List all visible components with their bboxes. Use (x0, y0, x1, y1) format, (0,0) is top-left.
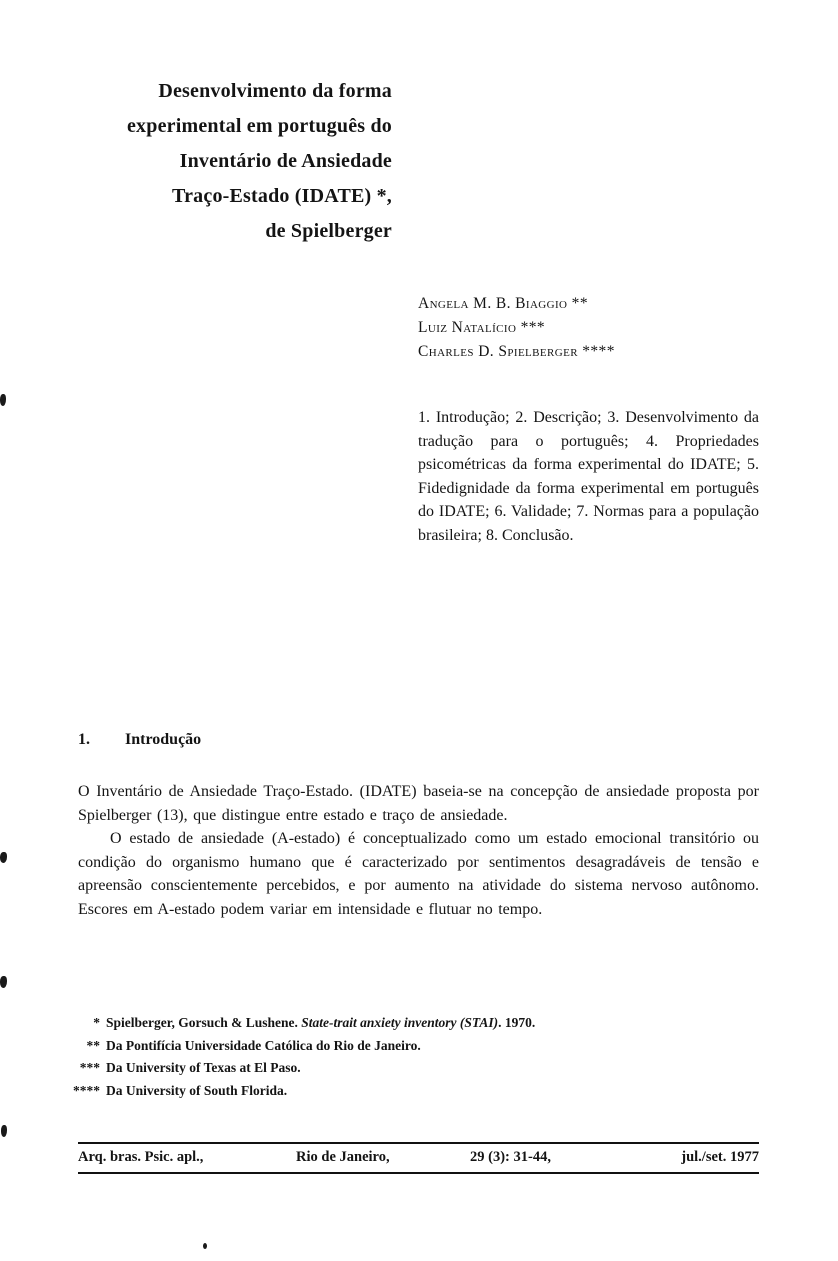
footnote-text-pre: Spielberger, Gorsuch & Lushene. (106, 1015, 302, 1030)
author-name: Charles D. Spielberger **** (418, 343, 615, 360)
title-line: de Spielberger (265, 220, 392, 242)
paragraph: O estado de ansiedade (A-estado) é conceptualizado como um estado emocional transitório ou condição do organismo humano que é caracterizado por sentimentos desagradáveis de tensão e apreensão conscientemente percebidos, e por aumento na atividade do sistema nervoso autônomo. Escores em A-estado podem variar em intensidade e flutuar no tempo. (78, 830, 759, 918)
scan-artifact (0, 852, 7, 863)
footnote-text-italic: State-trait anxiety inventory (STAI) (301, 1015, 499, 1030)
authors-list (418, 292, 763, 364)
footnote-text (106, 1057, 301, 1080)
footnote (64, 1012, 759, 1035)
footnote-marker: *** (79, 1060, 100, 1075)
journal-city: Rio de Janeiro, (296, 1149, 390, 1165)
author-name: Luiz Natalício *** (418, 319, 546, 336)
section-number: 1. (78, 731, 90, 748)
title-line: experimental em português do (126, 115, 392, 137)
journal-issue: 29 (3): 31-44, (470, 1149, 551, 1165)
article-title (60, 74, 392, 249)
contents-summary: 1. Introdução; 2. Descrição; 3. Desenvolvimento da tradução para o português; 4. Propriedades psicométricas da forma experimental do IDATE; 5. Fidedignidade da forma experimental em português do IDATE; 6. Validade; 7. Normas para a população brasileira; 8. Conclusão. (418, 409, 759, 544)
paragraph: O Inventário de Ansiedade Traço-Estado. (IDATE) baseia-se na concepção de ansiedade proposta por Spielberger (13), que distingue entre estado e traço de ansiedade. (78, 783, 759, 824)
footnote-marker: * (93, 1015, 100, 1030)
title-line: Traço-Estado (IDATE) *, (172, 185, 392, 207)
footnote-marker: ** (86, 1037, 100, 1053)
footnote-text-pre: Da University of South Florida. (106, 1082, 288, 1098)
footnote (64, 1057, 759, 1080)
footnote-text (106, 1080, 287, 1103)
footnote (64, 1080, 759, 1103)
footnote-marker: **** (73, 1082, 100, 1098)
title-line: Desenvolvimento da forma (158, 80, 392, 102)
footnotes (64, 1012, 759, 1102)
footnote (64, 1035, 759, 1058)
footnote-text-pre: Da University of Texas at El Paso. (106, 1060, 301, 1075)
scan-artifact (0, 394, 6, 406)
footnote-text-post: . 1970. (498, 1015, 536, 1030)
scan-artifact (1, 1125, 7, 1137)
scan-artifact (0, 976, 7, 988)
journal-date: jul./set. 1977 (681, 1149, 759, 1165)
footnote-text-pre: Da Pontifícia Universidade Católica do Rio de Janeiro. (106, 1037, 421, 1053)
title-line: Inventário de Ansiedade (179, 150, 392, 172)
body-text (78, 780, 759, 921)
scan-artifact (203, 1243, 207, 1249)
footnote-text (106, 1035, 421, 1058)
section-title: Introdução (125, 731, 202, 748)
section-heading (78, 731, 201, 749)
journal-name: Arq. bras. Psic. apl., (78, 1149, 204, 1165)
journal-footer (78, 1142, 759, 1174)
footnote-text (106, 1012, 535, 1035)
author-name: Angela M. B. Biaggio ** (418, 295, 588, 312)
